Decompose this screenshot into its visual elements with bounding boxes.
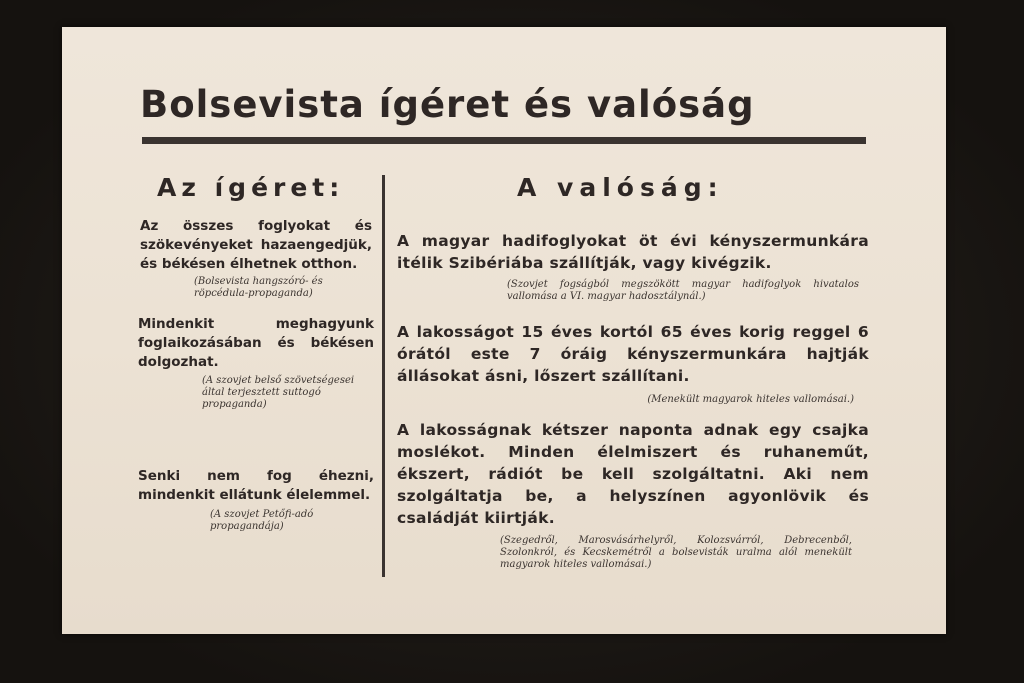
promise-text-2: Mindenkit meghagyunk foglaikozásában és békésen dolgozhat.	[138, 316, 374, 370]
reality-source-3: (Szegedről, Marosvásárhelyről, Kolozsvárról, Debrecenből, Szolonkról, és Kecskemétről a bolsevisták uralma alól menekült magyarok hiteles vallomásai.)	[500, 535, 852, 570]
promise-text-1: Az összes foglyokat és szökevényeket hazaengedjük, és békésen élhetnek otthon.	[140, 218, 372, 272]
promise-source-3: (A szovjet Petőfi-adó propagandája)	[210, 509, 314, 532]
promise-heading: Az ígéret:	[157, 173, 345, 202]
reality-text-2: A lakosságot 15 éves kortól 65 éves korig reggel 6 órától este 7 óráig kényszermunkára hajtják állásokat ásni, lőszert szállítani.	[397, 323, 869, 385]
propaganda-leaflet	[62, 27, 946, 634]
reality-source-2: (Menekült magyarok hiteles vallomásai.)	[647, 394, 854, 405]
leaflet-title: Bolsevista ígéret és valóság	[140, 83, 755, 126]
reality-text-3: A lakosságnak kétszer naponta adnak egy csajka moslékot. Minden élelmiszert és ruhaneműt, ékszert, rádiót be kell szolgáltatni. Aki nem szolgáltatja be, a helyszínen agyonlövik és családját kiirtják.	[397, 421, 869, 527]
column-divider	[382, 175, 385, 577]
reality-heading: A valóság:	[517, 173, 724, 202]
promise-source-2: (A szovjet belső szövetségesei által terjesztett suttogó propaganda)	[202, 375, 355, 410]
title-underline	[142, 137, 866, 144]
promise-text-3: Senki nem fog éhezni, mindenkit ellátunk élelemmel.	[138, 468, 374, 503]
promise-source-1: (Bolsevista hangszóró- és röpcédula-propaganda)	[194, 276, 323, 299]
reality-source-1: (Szovjet fogságból megszökött magyar hadifoglyok hivatalos vallomása a VI. magyar hadosztálynál.)	[507, 279, 859, 302]
reality-text-1: A magyar hadifoglyokat öt évi kényszermunkára itélik Szibériába szállítják, vagy kivégzik.	[397, 232, 869, 272]
